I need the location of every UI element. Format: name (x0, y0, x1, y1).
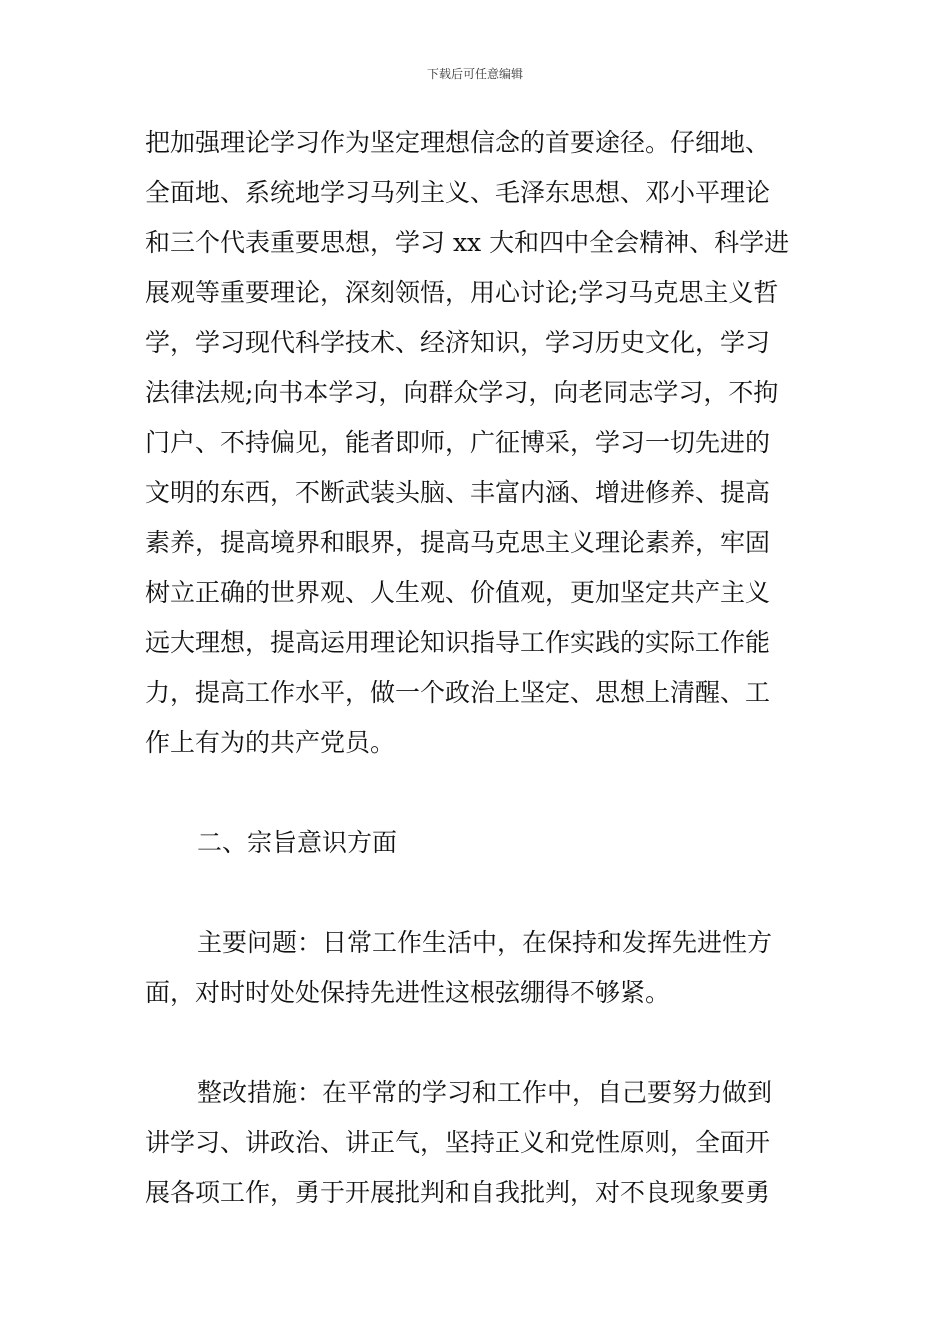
paragraph-theory-study (145, 118, 815, 768)
text-line: 远大理想，提高运用理论知识指导工作实践的实际工作能 (145, 628, 771, 657)
text-line: 展观等重要理论，深刻领悟，用心讨论;学习马克思主义哲 (145, 278, 779, 307)
paragraph-spacer (145, 868, 815, 918)
page-header: 下载后可任意编辑 (426, 67, 523, 81)
text-line: 讲学习、讲政治、讲正气，坚持正义和党性原则，全面开 (145, 1128, 771, 1157)
text-line: 面，对时时处处保持先进性这根弦绷得不够紧。 (145, 978, 671, 1007)
text-line: 法律法规;向书本学习，向群众学习，向老同志学习，不拘 (145, 378, 779, 407)
paragraph-main-problem (145, 918, 815, 1018)
text-line: 学，学习现代科学技术、经济知识，学习历史文化，学习 (145, 328, 771, 357)
text-line: 门户、不持偏见，能者即师，广征博采，学习一切先进的 (145, 428, 771, 457)
text-line: 展各项工作，勇于开展批判和自我批判，对不良现象要勇 (145, 1178, 771, 1207)
text-line: 全面地、系统地学习马列主义、毛泽东思想、邓小平理论 (145, 178, 771, 207)
text-line: 力，提高工作水平，做一个政治上坚定、思想上清醒、工 (145, 678, 771, 707)
text-line: 作上有为的共产党员。 (145, 728, 396, 757)
document-body (145, 118, 815, 1218)
text-line: 文明的东西，不断武装头脑、丰富内涵、增进修养、提高 (145, 478, 771, 507)
text-line: 整改措施：在平常的学习和工作中，自己要努力做到 (197, 1078, 773, 1107)
paragraph-spacer (145, 1018, 815, 1068)
text-line: 主要问题：日常工作生活中，在保持和发挥先进性方 (197, 928, 773, 957)
paragraph-spacer (145, 768, 815, 818)
section-heading-text: 二、宗旨意识方面 (197, 828, 398, 857)
text-line: 素养，提高境界和眼界，提高马克思主义理论素养，牢固 (145, 528, 771, 557)
paragraph-rectification (145, 1068, 815, 1218)
section-heading (145, 818, 815, 868)
text-line: 树立正确的世界观、人生观、价值观，更加坚定共产主义 (145, 578, 771, 607)
text-line: 把加强理论学习作为坚定理想信念的首要途径。仔细地、 (145, 128, 771, 157)
text-line: 和三个代表重要思想，学习 xx 大和四中全会精神、科学进 (145, 228, 790, 257)
